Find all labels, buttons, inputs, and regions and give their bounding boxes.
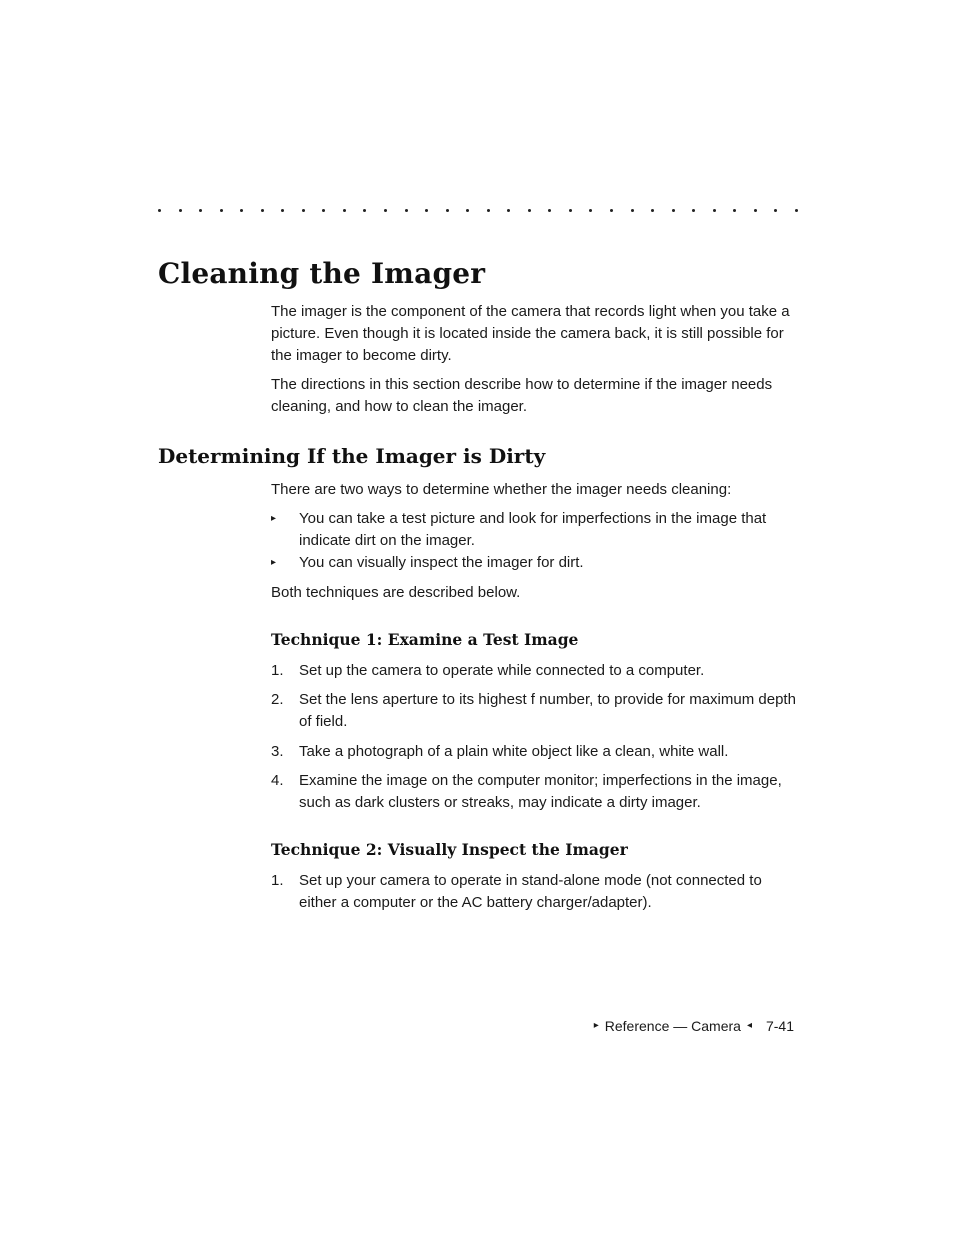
step-item	[271, 660, 796, 682]
page-number: 7-41	[765, 1018, 794, 1034]
page-footer	[594, 1016, 794, 1036]
step-text: Set the lens aperture to its highest f number, to provide for maximum depth of field.	[299, 691, 796, 730]
step-item	[271, 770, 796, 814]
section-intro: There are two ways to determine whether the imager needs cleaning:	[271, 481, 732, 498]
bullet-item	[271, 508, 796, 552]
intro-paragraph-2: The directions in this section describe how to determine if the imager needs cleaning, and how to clean the imager.	[271, 376, 773, 415]
step-text: Examine the image on the computer monitor; imperfections in the image, such as dark clusters or streaks, may indicate a dirty imager.	[299, 772, 782, 811]
step-number: 2.	[271, 691, 284, 708]
technique-1-heading: Technique 1: Examine a Test Image	[271, 630, 579, 649]
dotted-rule	[158, 200, 798, 220]
step-text: Take a photograph of a plain white object like a clean, white wall.	[299, 743, 729, 760]
technique-2-heading: Technique 2: Visually Inspect the Imager	[271, 840, 628, 859]
step-item	[271, 689, 796, 733]
bullet-item	[271, 552, 796, 574]
bullet-text: You can visually inspect the imager for dirt.	[299, 554, 584, 571]
step-number: 4.	[271, 772, 284, 789]
step-text: Set up your camera to operate in stand-alone mode (not connected to either a computer or the AC battery charger/adapter).	[299, 872, 762, 911]
page-title: Cleaning the Imager	[158, 257, 486, 290]
bullet-arrow-icon: ▸	[271, 557, 277, 568]
section-heading: Determining If the Imager is Dirty	[158, 444, 546, 468]
step-number: 1.	[271, 662, 284, 679]
step-number: 1.	[271, 872, 284, 889]
step-item	[271, 870, 796, 914]
intro-paragraph-1: The imager is the component of the camera that records light when you take a picture. Even though it is located inside the camera back, it is still possible for the imager to become dirty.	[271, 303, 790, 364]
step-text: Set up the camera to operate while connected to a computer.	[299, 662, 705, 679]
footer-right-arrow-icon: ▸	[593, 1020, 599, 1031]
footer-left-arrow-icon: ◂	[746, 1020, 752, 1031]
step-item	[271, 741, 796, 763]
section-outro: Both techniques are described below.	[271, 584, 521, 601]
bullet-arrow-icon: ▸	[271, 513, 277, 524]
footer-section-label: Reference — Camera	[604, 1018, 741, 1034]
bullet-text: You can take a test picture and look for imperfections in the image that indicate dirt on the imager.	[299, 510, 767, 549]
step-number: 3.	[271, 743, 284, 760]
